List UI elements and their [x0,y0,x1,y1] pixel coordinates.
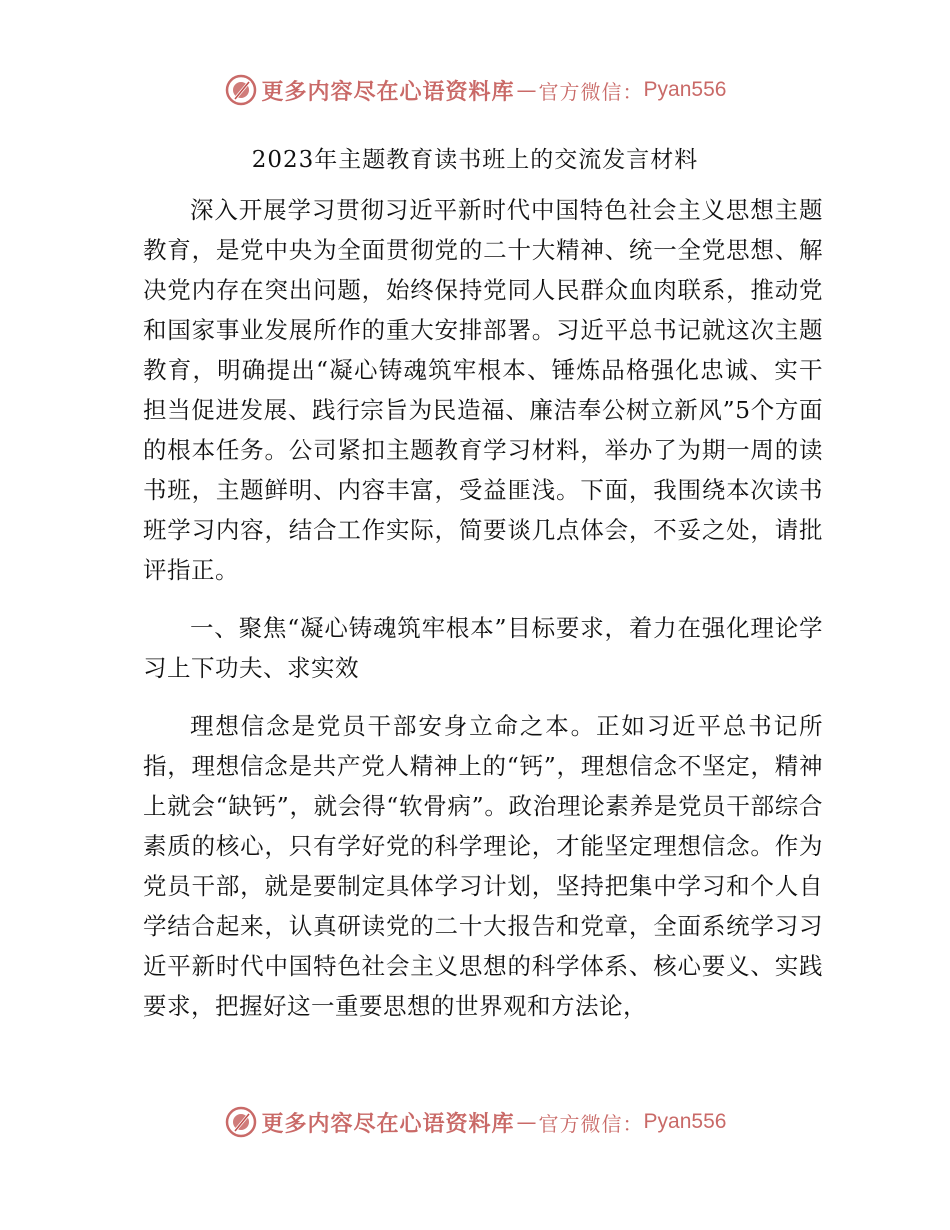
footer-watermark [0,1102,950,1142]
watermark-dash: — [516,78,537,102]
document-body [143,190,823,1026]
document-title: 2023年主题教育读书班上的交流发言材料 [251,147,699,173]
watermark-wechat-id: Pyan556 [643,1110,727,1133]
watermark-wechat-label: 官方微信： [538,1111,644,1136]
paragraph-section-1: 理想信念是党员干部安身立命之本。正如习近平总书记所指，理想信念是共产党人精神上的“钙”，理想信念不坚定，精神上就会“缺钙”，就会得“软骨病”。政治理论素养是党员干部综合素质的核心，只有学好党的科学理论，才能坚定理想信念。作为党员干部，就是要制定具体学习计划，坚持把集中学习和个人自学结合起来，认真研读党的二十大报告和党章，全面系统学习习近平新时代中国特色社会主义思想的科学体系、核心要义、实践要求，把握好这一重要思想的世界观和方法论， [143,712,823,1020]
stamp-logo-icon [224,73,258,107]
watermark-wechat-label: 官方微信： [538,79,644,104]
watermark-site-text: 更多内容尽在心语资料库 [261,1111,515,1137]
watermark-wechat-id: Pyan556 [643,78,727,101]
watermark-site-text: 更多内容尽在心语资料库 [261,79,515,105]
watermark-dash: — [516,1110,537,1134]
stamp-logo-icon [224,1105,258,1139]
header-watermark [0,70,950,110]
section-heading-1: 一、聚焦“凝心铸魂筑牢根本”目标要求，着力在强化理论学习上下功夫、求实效 [143,614,823,682]
paragraph-intro: 深入开展学习贯彻习近平新时代中国特色社会主义思想主题教育，是党中央为全面贯彻党的二十大精神、统一全党思想、解决党内存在突出问题，始终保持党同人民群众血肉联系，推动党和国家事业发展所作的重大安排部署。习近平总书记就这次主题教育，明确提出“凝心铸魂筑牢根本、锤炼品格强化忠诚、实干担当促进发展、践行宗旨为民造福、廉洁奉公树立新风”5个方面的根本任务。公司紧扣主题教育学习材料，举办了为期一周的读书班，主题鲜明、内容丰富，受益匪浅。下面，我围绕本次读书班学习内容，结合工作实际，简要谈几点体会，不妥之处，请批评指正。 [143,196,823,584]
